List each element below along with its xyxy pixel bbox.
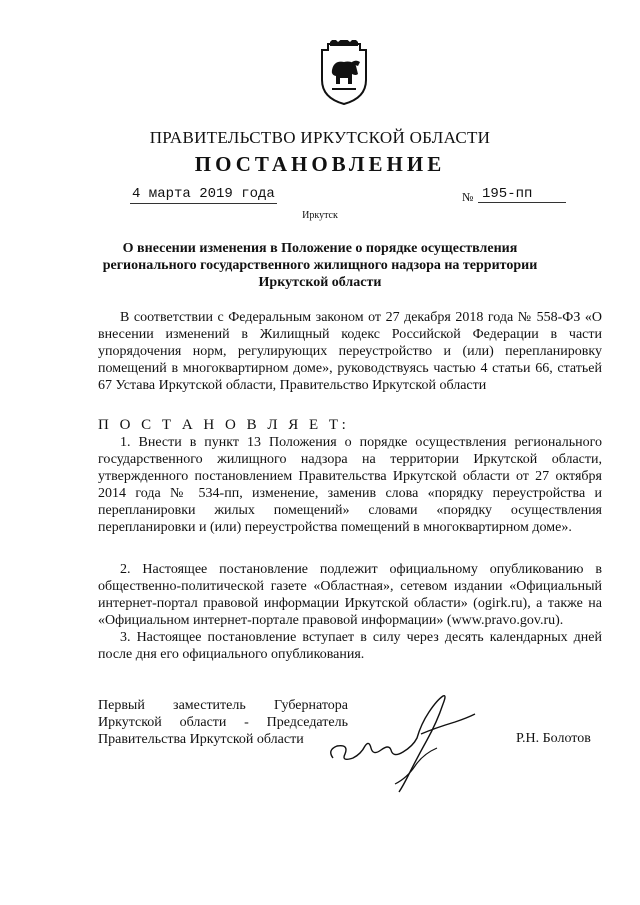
item-3-paragraph: 3. Настоящее постановление вступает в силу через десять календарных дней после дня его официального опубликования. bbox=[98, 630, 602, 662]
decree-heading: П О С Т А Н О В Л Я Е Т: bbox=[98, 417, 350, 433]
document-type: ПОСТАНОВЛЕНИЕ bbox=[194, 152, 446, 176]
document-city: Иркутск bbox=[302, 210, 338, 221]
number-sign: № bbox=[462, 190, 474, 204]
document-date: 4 марта 2019 года bbox=[132, 186, 275, 202]
signer-position-line: Правительства Иркутской области bbox=[98, 732, 304, 747]
preamble-paragraph: В соответствии с Федеральным законом от 27 декабря 2018 года № 558-ФЗ «О внесении изменений в Жилищный кодекс Российской Федерации в части упорядочения норм, регулирующих переустройство и (или) перепланировку помещений в многоквартирном доме», руководствуясь частью 4 статьи 66, статьей 67 Устава Иркутской области, Правительство Иркутской области bbox=[98, 310, 602, 393]
item-1-paragraph: 1. Внести в пункт 13 Положения о порядке осуществления регионального государственного жилищного надзора на территории Иркутской области, утвержденного постановлением Правительства Иркутской области от 27 октября 2014 года № 534-пп, изменение, заменив слова «порядку переустройства и перепланировки жилых помещений» словами «порядку осуществления перепланировки и (или) переустройства помещений в многоквартирном доме». bbox=[98, 435, 602, 535]
signer-position-line: Иркутской области - Председатель bbox=[98, 715, 348, 730]
document-subject: О внесении изменения в Положение о порядке осуществления регионального государственного жилищного надзора на территории Иркутской области bbox=[102, 241, 538, 290]
signer-position-line: Первый заместитель Губернатора bbox=[98, 698, 348, 713]
signer-name: Р.Н. Болотов bbox=[516, 731, 591, 746]
government-name: ПРАВИТЕЛЬСТВО ИРКУТСКОЙ ОБЛАСТИ bbox=[149, 128, 491, 147]
signer-position bbox=[98, 697, 348, 748]
handwritten-signature bbox=[325, 688, 495, 800]
document-number: 195-пп bbox=[478, 186, 566, 203]
item-2-paragraph: 2. Настоящее постановление подлежит официальному опубликованию в общественно-политической газете «Областная», сетевом издании «Официальный интернет-портал правовой информации Иркутской области» (ogirk.ru), а также на «Официальном интернет-портале правовой информации» (www.pravo.gov.ru). bbox=[98, 562, 602, 628]
irkutsk-coat-of-arms-icon bbox=[318, 40, 370, 106]
